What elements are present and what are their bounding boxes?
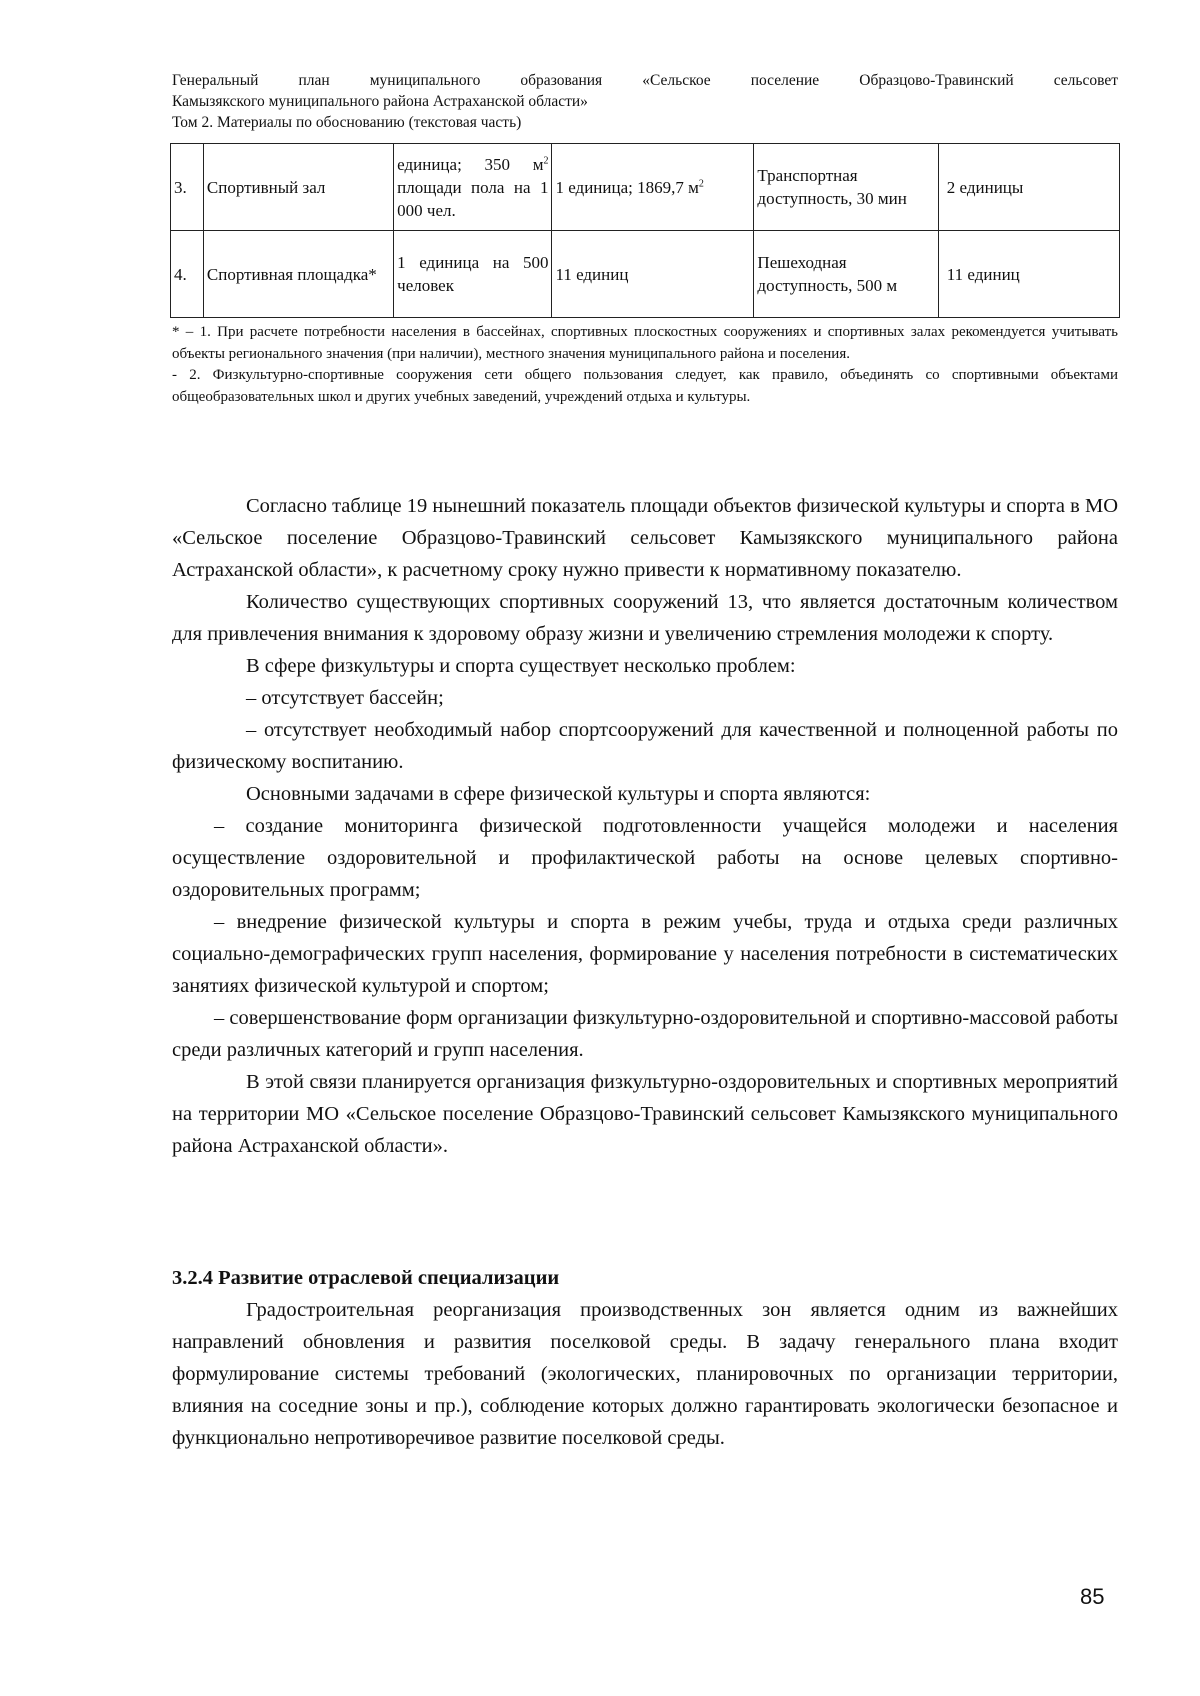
table-row (171, 144, 1120, 231)
facility-need: 11 единиц (938, 231, 1119, 318)
sports-facilities-table (170, 143, 1120, 318)
paragraph: В этой связи планируется организация физкультурно-оздоровительных и спортивных мероприятий на территории МО «Сельское поселение Образцово-Травинский сельсовет Камызякского муниципального района Астраханской области». (172, 1071, 1118, 1157)
list-item: – совершенствование форм организации физкультурно-оздоровительной и спортивно-массовой работы среди различных категорий и групп населения. (172, 1007, 1118, 1061)
body-text (172, 490, 1118, 1162)
section-heading: 3.2.4 Развитие отраслевой специализации (172, 1267, 560, 1289)
row-number: 3. (171, 144, 204, 231)
facility-name: Спортивный зал (203, 144, 393, 231)
section-body (172, 1294, 1118, 1454)
facility-norm: 1 единица на 500 человек (394, 231, 552, 318)
header-line-2: Камызякского муниципального района Астраханской области» (172, 93, 588, 110)
list-item: – создание мониторинга физической подготовленности учащейся молодежи и населения осуществление оздоровительной и профилактической работы на основе целевых спортивно-оздоровительных программ; (172, 815, 1118, 901)
paragraph: Основными задачами в сфере физической культуры и спорта являются: (246, 783, 871, 805)
page-number: 85 (1080, 1584, 1105, 1609)
table-notes (172, 322, 1118, 408)
running-header (172, 70, 1118, 133)
facility-need: 2 единицы (938, 144, 1119, 231)
list-item: – внедрение физической культуры и спорта в режим учебы, труда и отдыха среди различных социально-демографических групп населения, формирование у населения потребности в систематических занятиях физической культурой и спортом; (172, 911, 1118, 997)
header-line-1: Генеральный план муниципального образования «Сельское поселение Образцово-Травинский сельсовет (172, 72, 1118, 89)
facility-name: Спортивная площадка* (203, 231, 393, 318)
facility-accessibility: Транспортная доступность, 30 мин (754, 144, 938, 231)
paragraph: В сфере физкультуры и спорта существует несколько проблем: (246, 655, 796, 677)
paragraph: Количество существующих спортивных сооружений 13, что является достаточным количеством для привлечения внимания к здоровому образу жизни и увеличению стремления молодежи к спорту. (172, 591, 1118, 645)
facility-existing (552, 144, 754, 231)
list-item: – отсутствует бассейн; (246, 687, 444, 709)
existing-text: 1 единица; 1869,7 м (555, 177, 699, 197)
header-line-3: Том 2. Материалы по обоснованию (текстовая часть) (172, 114, 522, 131)
norm-text-rest: площади пола на 1 000 чел. (397, 177, 549, 220)
table-row (171, 231, 1120, 318)
paragraph: Согласно таблице 19 нынешний показатель площади объектов физической культуры и спорта в МО «Сельское поселение Образцово-Травинский сельсовет Камызякского муниципального района Астраханской области», к расчетному сроку нужно привести к нормативному показателю. (172, 495, 1118, 581)
list-item: – отсутствует необходимый набор спортсооружений для качественной и полноценной работы по физическому воспитанию. (172, 719, 1118, 773)
paragraph: Градостроительная реорганизация производственных зон является одним из важнейших направлений обновления и развития поселковой среды. В задачу генерального плана входит формулирование системы требований (экологических, планировочных по организации территории, влияния на соседние зоны и пр.), соблюдение которых должно гарантировать экологически безопасное и функционально непротиворечивое развитие поселковой среды. (172, 1299, 1118, 1449)
norm-superscript: 2 (543, 154, 549, 166)
existing-superscript: 2 (698, 177, 704, 189)
facility-norm (394, 144, 552, 231)
norm-text: единица; 350 м (397, 154, 544, 174)
facility-existing: 11 единиц (552, 231, 754, 318)
row-number: 4. (171, 231, 204, 318)
table-note-2: - 2. Физкультурно-спортивные сооружения сети общего пользования следует, как правило, объединять со спортивными объектами общеобразовательных школ и других учебных заведений, учреждений отдыха и культуры. (172, 367, 1118, 405)
table-note-1: * – 1. При расчете потребности населения в бассейнах, спортивных плоскостных сооружениях и спортивных залах рекомендуется учитывать объекты регионального значения (при наличии), местного значения муниципального района и поселения. (172, 324, 1118, 362)
facility-accessibility: Пешеходная доступность, 500 м (754, 231, 938, 318)
